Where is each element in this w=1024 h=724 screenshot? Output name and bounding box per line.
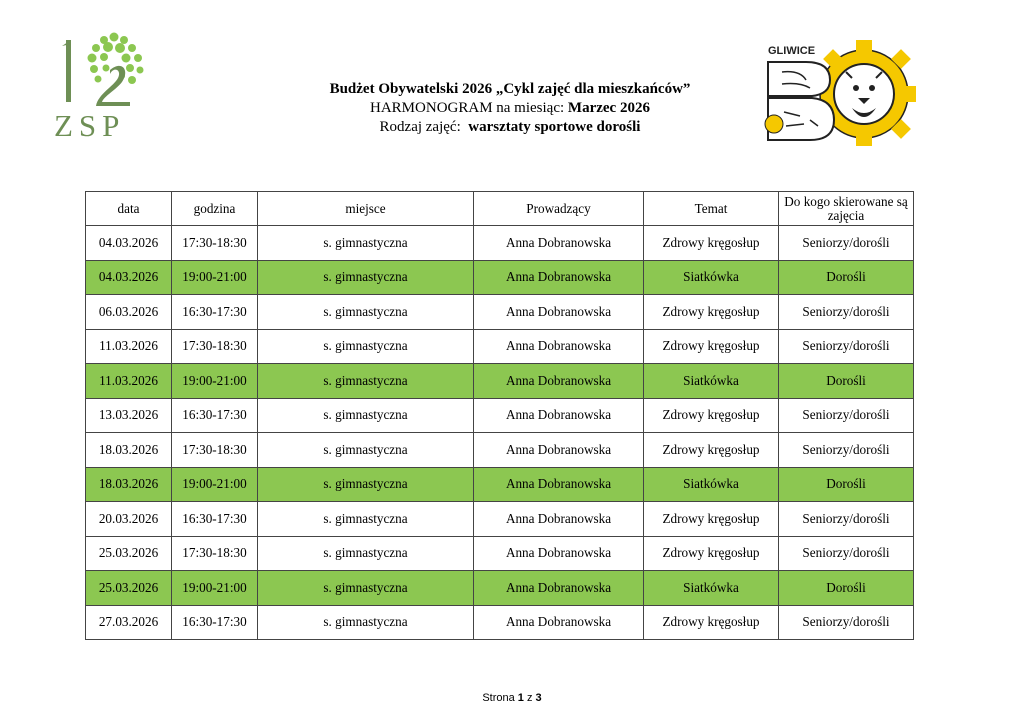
cell-topic: Zdrowy kręgosłup	[644, 329, 779, 364]
cell-time: 17:30-18:30	[172, 536, 258, 571]
cell-topic: Zdrowy kręgosłup	[644, 433, 779, 468]
cell-instructor: Anna Dobranowska	[474, 260, 644, 295]
cell-place: s. gimnastyczna	[258, 467, 474, 502]
zsp-tree-logo-icon	[52, 30, 148, 142]
cell-audience: Seniorzy/dorośli	[779, 295, 914, 330]
table-row	[86, 364, 914, 399]
cell-audience: Dorośli	[779, 260, 914, 295]
cell-audience: Seniorzy/dorośli	[779, 329, 914, 364]
table-row	[86, 536, 914, 571]
schedule-month-label: HARMONOGRAM na miesiąc:	[370, 100, 565, 116]
cell-date: 13.03.2026	[86, 398, 172, 433]
header-audience: Do kogo skierowane są zajęcia	[779, 192, 914, 226]
cell-audience: Seniorzy/dorośli	[779, 398, 914, 433]
zsp-letters: ZSP	[54, 108, 126, 142]
page-total: 3	[535, 692, 542, 704]
table-row	[86, 571, 914, 606]
page-number: 1	[517, 692, 524, 704]
cell-instructor: Anna Dobranowska	[474, 329, 644, 364]
cell-topic: Siatkówka	[644, 364, 779, 399]
schedule-month-line	[230, 99, 790, 118]
cell-place: s. gimnastyczna	[258, 398, 474, 433]
cell-date: 27.03.2026	[86, 605, 172, 640]
cell-topic: Siatkówka	[644, 467, 779, 502]
cell-instructor: Anna Dobranowska	[474, 226, 644, 261]
budget-title: Budżet Obywatelski 2026 „Cykl zajęć dla mieszkańców”	[329, 81, 691, 97]
table-row	[86, 467, 914, 502]
cell-instructor: Anna Dobranowska	[474, 467, 644, 502]
header-instructor: Prowadzący	[474, 192, 644, 226]
cell-audience: Dorośli	[779, 571, 914, 606]
cell-instructor: Anna Dobranowska	[474, 364, 644, 399]
activity-type-line	[230, 118, 790, 137]
cell-place: s. gimnastyczna	[258, 329, 474, 364]
table-row	[86, 398, 914, 433]
cell-topic: Zdrowy kręgosłup	[644, 536, 779, 571]
cell-date: 18.03.2026	[86, 433, 172, 468]
cell-time: 19:00-21:00	[172, 260, 258, 295]
cell-instructor: Anna Dobranowska	[474, 433, 644, 468]
cell-date: 20.03.2026	[86, 502, 172, 537]
cell-place: s. gimnastyczna	[258, 364, 474, 399]
page-separator: z	[526, 692, 533, 704]
activity-type-label: Rodzaj zajęć:	[379, 119, 461, 135]
table-row	[86, 502, 914, 537]
cell-place: s. gimnastyczna	[258, 502, 474, 537]
cell-date: 04.03.2026	[86, 226, 172, 261]
cell-audience: Seniorzy/dorośli	[779, 226, 914, 261]
cell-date: 04.03.2026	[86, 260, 172, 295]
cell-date: 06.03.2026	[86, 295, 172, 330]
cell-place: s. gimnastyczna	[258, 433, 474, 468]
page-footer	[0, 692, 1024, 704]
cell-topic: Zdrowy kręgosłup	[644, 295, 779, 330]
cell-topic: Zdrowy kręgosłup	[644, 605, 779, 640]
cell-place: s. gimnastyczna	[258, 536, 474, 571]
cell-audience: Seniorzy/dorośli	[779, 502, 914, 537]
activity-type-value: warsztaty sportowe dorośli	[468, 119, 641, 135]
cell-instructor: Anna Dobranowska	[474, 398, 644, 433]
cell-instructor: Anna Dobranowska	[474, 536, 644, 571]
cell-time: 16:30-17:30	[172, 605, 258, 640]
cell-audience: Seniorzy/dorośli	[779, 433, 914, 468]
table-row	[86, 605, 914, 640]
cell-topic: Zdrowy kręgosłup	[644, 226, 779, 261]
gliwice-text: GLIWICE	[768, 45, 816, 57]
cell-audience: Dorośli	[779, 364, 914, 399]
schedule-table	[85, 191, 914, 640]
header-date: data	[86, 192, 172, 226]
header-time: godzina	[172, 192, 258, 226]
cell-place: s. gimnastyczna	[258, 260, 474, 295]
table-header-row	[86, 192, 914, 226]
cell-time: 17:30-18:30	[172, 226, 258, 261]
cell-topic: Zdrowy kręgosłup	[644, 502, 779, 537]
cell-date: 25.03.2026	[86, 571, 172, 606]
cell-time: 16:30-17:30	[172, 398, 258, 433]
document-header	[230, 80, 790, 137]
cell-time: 16:30-17:30	[172, 295, 258, 330]
table-row	[86, 226, 914, 261]
cell-audience: Dorośli	[779, 467, 914, 502]
cell-instructor: Anna Dobranowska	[474, 571, 644, 606]
schedule-month-value: Marzec 2026	[567, 100, 650, 116]
zsp-logo	[52, 30, 148, 142]
table-row	[86, 295, 914, 330]
cell-instructor: Anna Dobranowska	[474, 295, 644, 330]
cell-time: 17:30-18:30	[172, 433, 258, 468]
header-place: miejsce	[258, 192, 474, 226]
cell-time: 16:30-17:30	[172, 502, 258, 537]
cell-audience: Seniorzy/dorośli	[779, 536, 914, 571]
cell-place: s. gimnastyczna	[258, 295, 474, 330]
header-topic: Temat	[644, 192, 779, 226]
cell-date: 25.03.2026	[86, 536, 172, 571]
cell-time: 19:00-21:00	[172, 364, 258, 399]
table-row	[86, 433, 914, 468]
cell-place: s. gimnastyczna	[258, 605, 474, 640]
cell-topic: Zdrowy kręgosłup	[644, 398, 779, 433]
cell-time: 17:30-18:30	[172, 329, 258, 364]
cell-instructor: Anna Dobranowska	[474, 605, 644, 640]
cell-topic: Siatkówka	[644, 260, 779, 295]
cell-audience: Seniorzy/dorośli	[779, 605, 914, 640]
cell-time: 19:00-21:00	[172, 571, 258, 606]
cell-topic: Siatkówka	[644, 571, 779, 606]
cell-date: 11.03.2026	[86, 329, 172, 364]
table-row	[86, 329, 914, 364]
cell-date: 18.03.2026	[86, 467, 172, 502]
cell-instructor: Anna Dobranowska	[474, 502, 644, 537]
cell-place: s. gimnastyczna	[258, 226, 474, 261]
cell-date: 11.03.2026	[86, 364, 172, 399]
table-row	[86, 260, 914, 295]
cell-place: s. gimnastyczna	[258, 571, 474, 606]
page-label: Strona	[482, 692, 515, 704]
cell-time: 19:00-21:00	[172, 467, 258, 502]
